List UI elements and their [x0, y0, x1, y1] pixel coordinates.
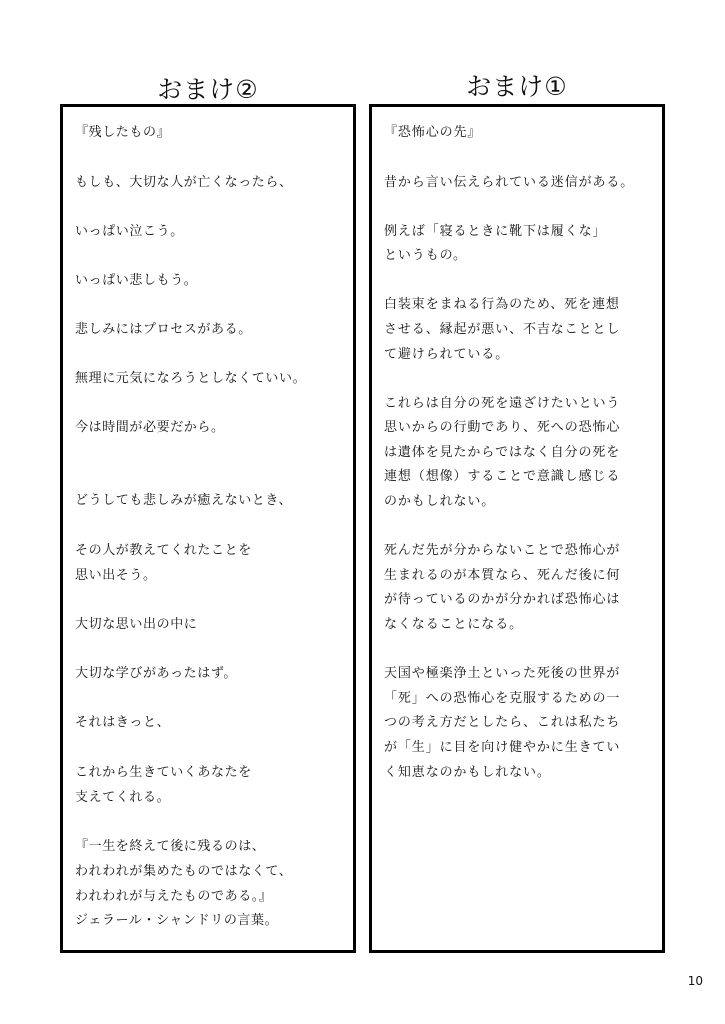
left-quote-line: われわれが集めたものではなくて、 — [75, 864, 293, 879]
right-line: 死んだ先が分からないことで恐怖心が — [384, 543, 621, 558]
right-line: 白装束をまねる行為のため、死を連想 — [384, 297, 620, 312]
left-quote-line: 『一生を終えて後に残るのは、 — [75, 839, 266, 854]
left-line: それはきっと、 — [75, 715, 171, 730]
left-line: どうしても悲しみが癒えないとき、 — [75, 493, 293, 508]
left-line: 大切な学びがあったはず。 — [75, 666, 238, 681]
left-text-panel — [60, 104, 356, 953]
right-line: く知恵なのかもしれない。 — [384, 765, 551, 780]
right-line: 思いからの行動であり、死への恐怖心 — [384, 420, 621, 435]
right-line: 昔から言い伝えられている迷信がある。 — [384, 175, 635, 190]
right-line: つの考え方だとしたら、これは私たち — [384, 715, 621, 730]
left-line: いっぱい泣こう。 — [75, 224, 184, 239]
left-line: 支えてくれる。 — [75, 790, 171, 805]
left-line: 大切な思い出の中に — [75, 617, 198, 632]
right-line: 天国や極楽浄土といった死後の世界が — [384, 666, 621, 681]
right-line: なくなることになる。 — [384, 617, 524, 632]
page-number: 10 — [687, 974, 703, 988]
right-line: 例えば「寝るときに靴下は履くな」 — [384, 224, 607, 239]
left-line: 無理に元気になろうとしなくていい。 — [75, 371, 307, 386]
right-text-panel — [369, 104, 665, 953]
right-line: て避けられている。 — [384, 347, 510, 362]
right-line: は遺体を見たからではなく自分の死を — [384, 445, 621, 460]
right-column-title: おまけ① — [466, 72, 568, 101]
left-line: もしも、大切な人が亡くなったら、 — [75, 175, 293, 190]
left-quote-attribution: ジェラール・シャンドリの言葉。 — [75, 913, 279, 928]
right-line: というもの。 — [384, 248, 467, 263]
left-line: 今は時間が必要だから。 — [75, 420, 225, 435]
right-line: させる、縁起が悪い、不吉なこととし — [384, 322, 621, 337]
left-line: いっぱい悲しもう。 — [75, 273, 198, 288]
left-line: 思い出そう。 — [75, 568, 157, 583]
left-quote-line: われわれが与えたものである。』 — [75, 889, 273, 904]
left-column-title: おまけ② — [157, 75, 259, 104]
left-line: 悲しみにはプロセスがある。 — [75, 322, 252, 337]
right-line: これらは自分の死を遠ざけたいという — [384, 396, 621, 411]
right-line: が待っているのかが分かれば恐怖心は — [384, 592, 621, 607]
left-heading: 『残したもの』 — [75, 125, 171, 140]
left-line: これから生きていくあなたを — [75, 765, 252, 780]
right-line: 連想（想像）することで意識し感じる — [384, 469, 621, 484]
right-line: 生まれるのが本質なら、死んだ後に何 — [384, 568, 621, 583]
left-line: その人が教えてくれたことを — [75, 543, 252, 558]
right-line: が「生」に目を向け健やかに生きてい — [384, 740, 621, 755]
right-heading: 『恐怖心の先』 — [384, 125, 482, 140]
right-line: 「死」への恐怖心を克服するための一 — [384, 691, 621, 706]
right-line: のかもしれない。 — [384, 494, 496, 509]
